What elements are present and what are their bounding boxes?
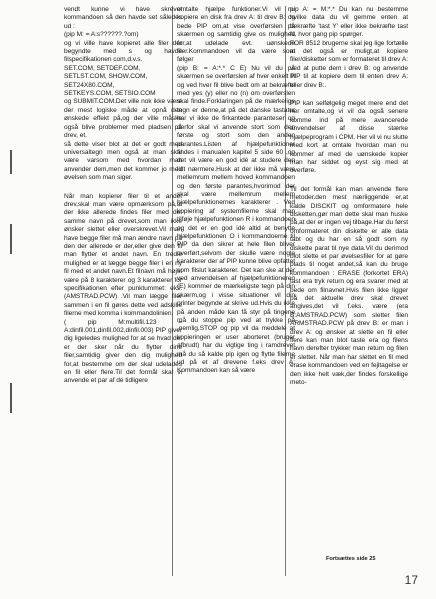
- paragraph: omtalte hjælpe funktioner.Vi vil nu kopiere en disk fra drev A: til drev B: og bede PIP om,at vise overførslen på skærmen og samtidig give os mulighed for,at udelade evt. uønskede filer.Kommandoen vil da være som følger (pip B: = A:*.* C E) Nu vil du på skærmen se overførslen af hver enkelt fil og ved hver fil blive bedt om at bekræfte med yes (y) eller no (n) om overførslen skal finde.Forklaringen på de mærkelige tegn er denne,at på det danske tastatur har vi ikke de firkantede paranteser og derfor skal vi anvende stort som den første og stort som den anden parantes.Listen af hjælpefunktioner findes i manualen kapitel 5 side 60 ,og det vil være en god idé at studere den lidt nærmere.Husk at der ikke må være mellemrum mellem hoved kommandoen og den første parantes,hvorimod der skal være mellemrum mellem hjælpefunktionernes karakterer . Ved kopiering af systemfilerne skal man tilføje hjælpefunktionen R i kommandoen og det er en god idé altid at benytte hjælpefunktionen O i kommandoerne til PIP da den sikrer at hele filen bliver overført,selvom der skulle være nogle karakterer der af PIP kunne blive opfattet som filslut karakterer. Det kan ske at der ved anvendelsen af hjælpefunktioneren (E) kommer de mærkeligste tegn på din skærm,og i visse situationer vil din printer begynde at skrive ud.Hvis du ikke på anden måde kan få styr på tingene må du stoppe pip ved at trykke på ,nemlig,STOP og pip vil da meddele at kopieringen er user aborteret (bruger afbrudt) har du vigtige ting i ramdrevet må du så kalde pip igen og flytte filerne ud på et af drevene f.eks drev A: Kommandoen kan så være: [177, 6, 295, 375]
- margin-bracket-top: [10, 150, 12, 174]
- paragraph: vendt kunne vi have skrevet kommandoen så den havde set således ud : (pip M: = A:s??????.?om) og vi ville have kopieret alle filer der begyndte med s og havde filspecifikationen com,d.v.s. SET.COM, SETDEF.COM, SETLST.COM, SHOW.COM, SET24X80.COM, SETKEYS.COM, SETSIO.COM og SUBMIT.COM.Det ville nok ikke være der mest logiske måde at opnå den ønskede effekt på,og der ville måske også blive problemer med pladsen på drev, et. så dette viser blot at det er godt med universaltegn men også at man skal være varsom med hvordan man anvender dem,men det kommer jo med øvelsen som man siger.: [64, 6, 182, 182]
- text-column-3: [290, 6, 408, 387]
- continuation-note: Fortsættes side 25: [326, 556, 376, 562]
- paragraph: Til det formål kan man anvende flere metoder.den mest nærliggende er,at kalde DISCKIT og omformatere hele disketten,gør man dette skal man huske på,at der er ingen vej tilbage.Har du først omformateret din diskette er alle data tabt og du har en så godt som ny diskette parat til nye data.Vil du derimod blot slette et par øvelsesfiler for at gøre plads til noget andet,så kan du bruge kommandoen : ERASE (forkortet ERA) tast era tryk return og era svarer med at bede om filnavnet.Hvis filen ikke ligger på det aktuelle drev skal drevet angives,det vil f.eks. være (era B:AMSTRAD.PCW) som sletter filen ARMSTRAD.PCW på drev B: er man i drev A: og ønsker at slette en fil eller flere kan man blot taste era og filens navn derefter trykker man return og filen er slettet. Når man har slettet en fil med erase kommandoen ved en fejltagelse er den ikke helt væk,der findes forskellige meto-: [290, 185, 408, 387]
- margin-bracket-mid: [10, 224, 12, 254]
- paragraph: PIP kan selfølgelig meget mere end det her omtalte,og vi vil da også senere komme ind på mere avancerede anvendelser af disse stærke hjælpeprogram i CPM. Her vil vi nu slutte med kort at omtale hvordan man nu kommer af med de uønskede kopier man har siddet og eyst sig med at overføre.: [290, 100, 408, 175]
- paragraph: Når man kopierer filer til et andet drev,skal man være opmærksom på,at der ikke allerede findes filer med det samme navn på drevet,som man ikke ønsker slettet eller overskrevet.Vil man have begge filer må man ændre navn på den der allerede er der,eller give den fil man flytter et andet navn. En tredie mulighed er at lægge begge filer i en ny fil med et andet navn.Et filnavn må højst være på 8 karakterer og 3 karakterer for specifikationen efter punktummet: eks. (AMSTRAD.PCW) .Vil man lægge filer sammen i en fil gøres dette ved adskille filerne med komma i kommandolinien. ( pip M:multifil.123 = A:dinfil.001,dinfil.002,dinfil.003) PIP giver dig ligeledes mulighed for at se hvad det er der sker når du flytter dine filer,samtidig giver den dig mulighed for,at bestemme om der skal udelades en fil eller flere.Til det formål skal vi anvende et par af de tidligere: [64, 192, 182, 385]
- margin-bracket-low: [10, 383, 12, 413]
- text-column-2: [177, 6, 295, 376]
- page-number: 17: [404, 573, 418, 587]
- paragraph: pip A: = M:*.* Du kan nu bestemme hvilke data du vil gemme enten at bekræfte 'tast Y' eller ikke bekræfte tast N, hvor gang pip spørger. FOR 8512 brugerne skal jeg lige fortælle at det også er muligt,at kopiere filer/disketter som er formateret til drev A: ved at putte dem i drev B: og anvende PIP til at kopiere dem til enten drev A: eller drev B:.: [290, 6, 408, 89]
- text-column-1: [64, 6, 182, 386]
